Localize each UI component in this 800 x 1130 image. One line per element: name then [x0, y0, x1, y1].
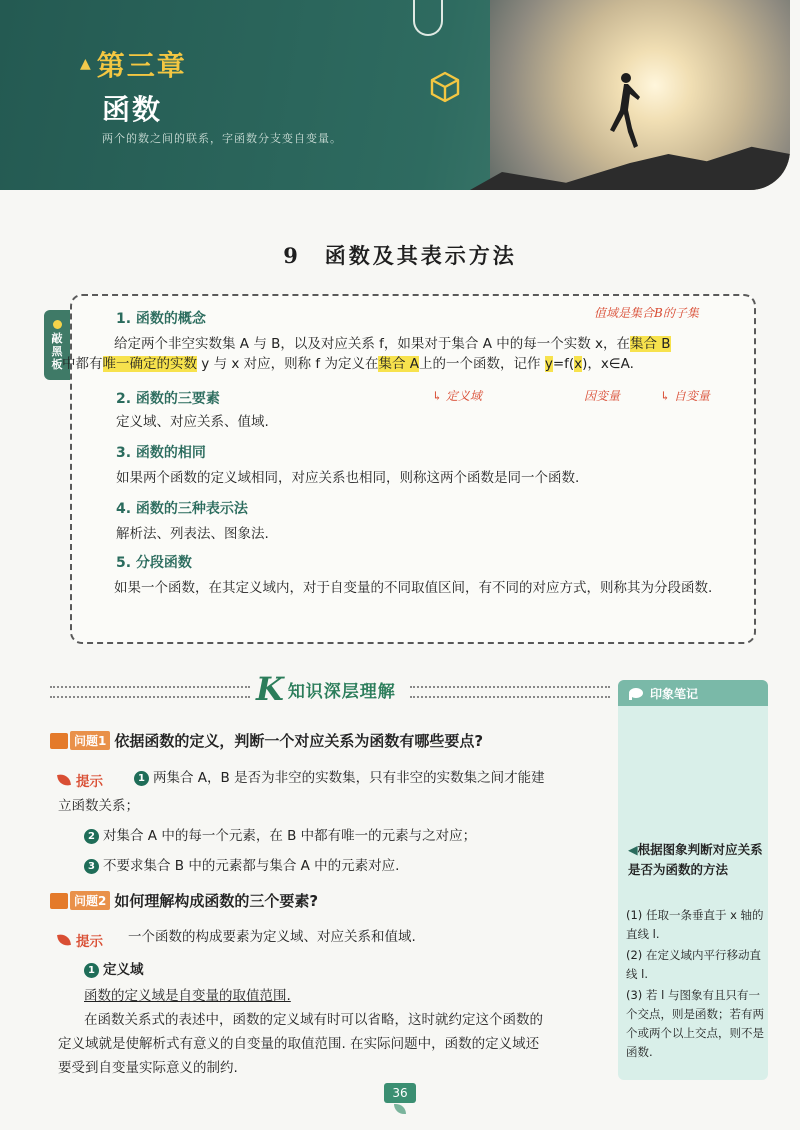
leaf-decoration-icon: [394, 1104, 406, 1114]
question-tag: 问题2: [70, 891, 110, 910]
tab-char: 板: [51, 357, 63, 371]
leaf-icon: [57, 773, 71, 787]
question-tag: 问题1: [70, 731, 110, 750]
paragraph-piecewise: 如果一个函数，在其定义域内，对于自变量的不同取值区间，有不同的对应方式，则称其为分段函数.: [114, 580, 713, 596]
chapter-tagline: 两个的数之间的联系，字函数分支变自变量。: [102, 132, 342, 145]
cube-icon: [428, 70, 462, 104]
side-step-3: (3) 若 l 与图象有且只有一个交点，则是函数；若有两个或两个以上交点，则不是函数.: [626, 988, 764, 1059]
domain-paragraph-line-1: 在函数关系式的表述中，函数的定义域有时可以省略，这时就约定这个函数的: [84, 1012, 543, 1028]
book-icon: [50, 893, 68, 909]
side-notes-title: ◀根据图象判断对应关系是否为函数的方法: [628, 842, 763, 877]
hint-2: 提示: [58, 930, 103, 950]
k-logo: K: [256, 670, 284, 708]
dotted-rule: [410, 686, 610, 698]
heading-representations: 4. 函数的三种表示法: [116, 501, 248, 517]
hint-1-point-1: 1 两集合 A，B 是否为非空的实数集，只有非空的实数集之间才能建: [134, 766, 545, 790]
chapter-banner: [0, 0, 790, 190]
section-title: 9 函数及其表示方法: [283, 243, 517, 268]
side-notes-header: 印象笔记: [618, 680, 768, 706]
paragraph-representations: 解析法、列表法、图象法.: [116, 526, 269, 542]
question-1-heading: 问题1 依据函数的定义，判断一个对应关系为函数有哪些要点?: [50, 730, 483, 751]
page-number: 36: [384, 1083, 416, 1103]
tab-char: 黑: [51, 344, 63, 358]
highlight: 集合 B: [630, 336, 671, 352]
knowledge-label: 知识深层理解: [287, 681, 396, 702]
domain-definition: 函数的定义域是自变量的取值范围.: [84, 988, 291, 1004]
handwritten-note-domain: ↳ 定义域: [432, 389, 482, 403]
domain-paragraph-line-2: 定义域就是使解析式有意义的自变量的取值范围. 在实际问题中，函数的定义域还: [58, 1036, 540, 1052]
chapter-heading: [80, 44, 187, 84]
dotted-rule: [50, 686, 250, 698]
paragraph-three-elements: 定义域、对应关系、值域.: [116, 414, 269, 430]
highlight: x: [574, 356, 583, 372]
heading-same-function: 3. 函数的相同: [116, 445, 206, 461]
highlight: 集合 A: [378, 356, 420, 372]
chapter-title: 函数: [102, 93, 163, 126]
hint-1-point-1-cont: 立函数关系；: [58, 798, 139, 814]
handwritten-note-dependent: 因变量: [584, 389, 621, 403]
heading-piecewise: 5. 分段函数: [116, 555, 192, 571]
chapter-label: 第三章: [96, 49, 187, 82]
subheading-domain: 1 定义域: [84, 958, 144, 982]
handwritten-note-range: 值域是集合B的子集: [594, 306, 699, 320]
runner-silhouette: [606, 70, 640, 150]
triangle-left-icon: ◀: [628, 842, 638, 857]
elephant-icon: [628, 686, 644, 700]
domain-paragraph-line-3: 要受到自变量实际意义的制约.: [58, 1060, 238, 1076]
arrow-up-icon: ▲: [80, 56, 91, 72]
side-notes-panel: [618, 680, 768, 1080]
hint-2-text: 一个函数的构成要素为定义域、对应关系和值域.: [128, 929, 416, 945]
heading-three-elements: 2. 函数的三要素: [116, 391, 220, 407]
question-2-heading: 问题2 如何理解构成函数的三个要素?: [50, 890, 318, 911]
leaf-icon: [57, 933, 71, 947]
paragraph-concept: 给定两个非空实数集 A 与 B，以及对应关系 f，如果对于集合 A 中的每一个实数 x，在集合 B 中都有唯一确定的实数 y 与 x 对应，则称 f 为定义在集合 A上的一个函数，记作 y=f(x)，x∈A.: [62, 336, 671, 372]
paragraph-same-function: 如果两个函数的定义域相同，对应关系也相同，则称这两个函数是同一个函数.: [116, 470, 580, 486]
book-icon: [50, 733, 68, 749]
hint-1-point-3: 3 不要求集合 B 中的元素都与集合 A 中的元素对应.: [84, 854, 399, 878]
side-step-1: (1) 任取一条垂直于 x 轴的直线 l.: [626, 908, 764, 941]
hint-1: 提示: [58, 770, 103, 790]
heading-concept: 1. 函数的概念: [116, 311, 206, 327]
bulb-icon: [53, 320, 62, 329]
highlight: 唯一确定的实数: [102, 356, 197, 372]
tab-char: 敲: [51, 331, 63, 345]
hint-1-point-2: 2 对集合 A 中的每一个元素，在 B 中都有唯一的元素与之对应；: [84, 824, 476, 848]
highlight: y: [544, 356, 553, 372]
water-drop-icon: [413, 0, 443, 36]
handwritten-note-independent: ↳ 自变量: [660, 389, 710, 403]
knowledge-heading: [256, 670, 396, 708]
side-step-2: (2) 在定义域内平行移动直线 l.: [626, 948, 761, 981]
